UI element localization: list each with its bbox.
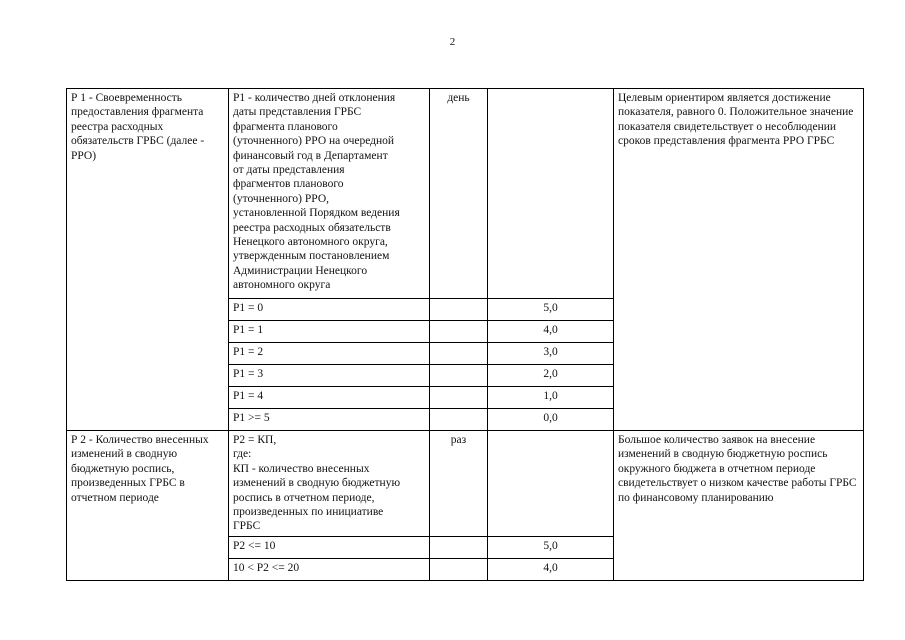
condition-cell: Р2 <= 10 <box>229 536 430 558</box>
indicator-formula: Р1 - количество дней отклонения даты представления ГРБС фрагмента планового (уточненного) РРО на очередной финансовый год в Департамент от даты представления фрагментов планового (уточненного) РРО, установленной Порядком ведения реестра расходных обязательств Ненецкого автономного округа, утвержденным постановлением Администрации Ненецкого автономного округа <box>229 89 430 299</box>
indicator-unit: раз <box>430 431 488 537</box>
unit-cell-empty <box>430 365 488 387</box>
condition-cell: Р1 >= 5 <box>229 409 430 431</box>
unit-cell-empty <box>430 409 488 431</box>
score-cell: 2,0 <box>488 365 614 387</box>
condition-cell: Р1 = 3 <box>229 365 430 387</box>
unit-cell-empty <box>430 299 488 321</box>
score-cell: 3,0 <box>488 343 614 365</box>
indicators-table <box>66 88 864 581</box>
unit-cell-empty <box>430 343 488 365</box>
table-row <box>67 89 864 299</box>
unit-cell-empty <box>430 321 488 343</box>
condition-cell: Р1 = 1 <box>229 321 430 343</box>
indicator-unit: день <box>430 89 488 299</box>
score-cell-empty <box>488 431 614 537</box>
score-cell: 1,0 <box>488 387 614 409</box>
indicator-name: Р 2 - Количество внесенных изменений в сводную бюджетную роспись, произведенных ГРБС в отчетном периоде <box>67 431 229 581</box>
score-cell: 4,0 <box>488 558 614 580</box>
condition-cell: Р1 = 4 <box>229 387 430 409</box>
score-cell: 5,0 <box>488 299 614 321</box>
unit-cell-empty <box>430 387 488 409</box>
indicator-name: Р 1 - Своевременность предоставления фрагмента реестра расходных обязательств ГРБС (далее - РРО) <box>67 89 229 431</box>
table-row <box>67 431 864 537</box>
unit-cell-empty <box>430 536 488 558</box>
condition-cell: Р1 = 2 <box>229 343 430 365</box>
indicator-formula: Р2 = КП, где: КП - количество внесенных изменений в сводную бюджетную роспись в отчетном периоде, произведенных по инициативе ГРБС <box>229 431 430 537</box>
condition-cell: 10 < Р2 <= 20 <box>229 558 430 580</box>
condition-cell: Р1 = 0 <box>229 299 430 321</box>
score-cell-empty <box>488 89 614 299</box>
page-number: 2 <box>449 36 456 48</box>
indicator-comment: Целевым ориентиром является достижение показателя, равного 0. Положительное значение показателя свидетельствует о несоблюдении сроков представления фрагмента РРО ГРБС <box>614 89 864 431</box>
score-cell: 4,0 <box>488 321 614 343</box>
score-cell: 0,0 <box>488 409 614 431</box>
score-cell: 5,0 <box>488 536 614 558</box>
indicator-comment: Большое количество заявок на внесение изменений в сводную бюджетную роспись окружного бюджета в отчетном периоде свидетельствует о низком качестве работы ГРБС по финансовому планированию <box>614 431 864 581</box>
unit-cell-empty <box>430 558 488 580</box>
